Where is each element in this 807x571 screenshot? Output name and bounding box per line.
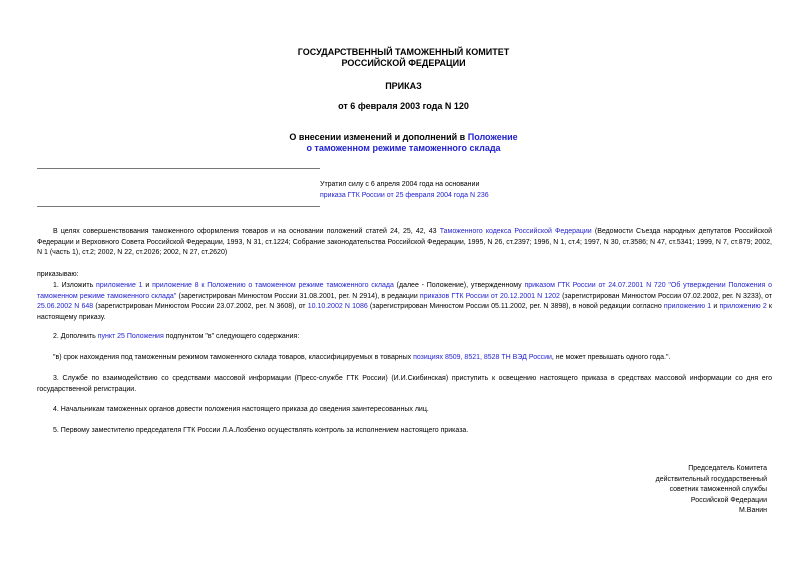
issuer-line-2: РОССИЙСКОЙ ФЕДЕРАЦИИ xyxy=(341,58,466,68)
text: 1. Изложить xyxy=(53,282,97,289)
document-date: от 6 февраля 2003 года N 120 xyxy=(338,101,469,111)
customs-code-link[interactable]: Таможенного кодекса Российской Федерации xyxy=(439,228,592,235)
attachment-1-link[interactable]: приложению 1 xyxy=(663,303,712,310)
order-word: приказываю: xyxy=(37,271,79,278)
repeal-note-text: Утратил силу с 6 апреля 2004 года на основании xyxy=(320,181,480,188)
item-4-paragraph: 4. Начальникам таможенных органов довести положения настоящего приказа до сведения заинтересованных лиц. xyxy=(53,406,429,413)
order-648-link[interactable]: 25.06.2002 N 648 xyxy=(37,303,94,310)
text: (зарегистрирован Минюстом России 31.08.2001, рег. N 2914), в редакции xyxy=(176,292,420,300)
tn-ved-positions-link[interactable]: позициях 8509, 8521, 8528 ТН ВЭД России xyxy=(413,354,552,361)
document-title-line-1 xyxy=(0,132,807,143)
text: и xyxy=(711,303,720,310)
text: "в) срок нахождения под таможенным режимом таможенного склада товаров, классифицируемых в товарных xyxy=(53,354,414,361)
polozhenie-title-link[interactable]: о таможенном режиме таможенного склада xyxy=(306,143,501,153)
text: (зарегистрирован Минюстом России 23.07.2002, рег. N 3608), от xyxy=(93,303,308,310)
text: подпунктом "в" следующего содержания: xyxy=(163,333,300,340)
text: (далее - Положение), утвержденному xyxy=(393,282,525,289)
order-1202-link[interactable]: приказов ГТК России от 20.12.2001 N 1202 xyxy=(419,292,560,300)
issuer-line-1: ГОСУДАРСТВЕННЫЙ ТАМОЖЕННЫЙ КОМИТЕТ xyxy=(297,47,510,57)
order-1086-link[interactable]: 10.10.2002 N 1086 xyxy=(307,303,368,310)
text: к настоящему приказу. xyxy=(37,303,772,321)
attachment-2-link[interactable]: приложению 2 xyxy=(719,303,767,310)
title-prefix: О внесении изменений и дополнений в xyxy=(289,132,468,142)
signature-line-2: действительный государственный xyxy=(655,475,767,483)
order-720-link[interactable]: приказом ГТК России от 24.07.2001 N 720 "Об утверждении Положения о таможенном режиме таможенного склада" xyxy=(37,282,773,300)
text: и xyxy=(142,282,153,289)
item-2-paragraph xyxy=(37,332,772,343)
item-1-paragraph xyxy=(37,281,772,323)
repeal-note xyxy=(320,180,620,201)
preamble-paragraph xyxy=(37,227,772,259)
appendix-1-link[interactable]: приложение 1 xyxy=(96,282,143,289)
appendix-8-link[interactable]: приложение 8 к Положению о таможенном режиме таможенного склада xyxy=(152,282,394,289)
divider-bottom xyxy=(37,206,320,207)
item-5-paragraph: 5. Первому заместителю председателя ГТК России Л.А.Лозбенко осуществлять контроль за исполнением настоящего приказа. xyxy=(53,427,469,434)
signature-line-4: Российской Федерации xyxy=(690,496,767,504)
text: В целях совершенствования таможенного оформления товаров и на основании положений статей 24, 25, 42, 43 xyxy=(53,228,440,235)
text: (Ведомости Съезда народных депутатов Российской Федерации и Верховного Совета Российской Федерации, 1993, N 31, ст.1224; Собрание законодательства Российской Федерации, 1995, N 26, ст.2397; 1996, N 1, ст.4; 1997, N 30, ст.3586; N 47, ст.5341; 1999, N 7, ст.879; 2002, N 1 (часть 1), ст.2; 2002, N 22, ст.2026; 2002, N 27, ст.2620) xyxy=(37,228,772,256)
point-25-link[interactable]: пункт 25 Положения xyxy=(97,333,164,340)
repeal-order-link[interactable]: приказа ГТК России от 25 февраля 2004 года N 236 xyxy=(320,191,489,199)
document-title-line-2 xyxy=(0,143,807,154)
item-3-paragraph: 3. Службе по взаимодействию со средствами массовой информации (Пресс-службе ГТК России) (И.И.Скибинская) приступить к освещению настоящего приказа в средствах массовой информации со дня его государственной регистрации. xyxy=(37,375,772,393)
text: 2. Дополнить xyxy=(53,333,98,340)
document-type: ПРИКАЗ xyxy=(385,81,422,91)
text: , не может превышать одного года.". xyxy=(551,354,671,361)
divider-top xyxy=(37,168,320,169)
signature-line-1: Председатель Комитета xyxy=(688,465,767,472)
signature-block xyxy=(547,464,767,517)
text: (зарегистрирован Минюстом России 05.11.2002, рег. N 3898), в новой редакции согласно xyxy=(367,303,664,310)
signature-line-3: советник таможенной службы xyxy=(669,486,767,493)
signatory-name: М.Ванин xyxy=(739,507,767,514)
text: (зарегистрирован Минюстом России 07.02.2002, рег. N 3233), от xyxy=(559,292,772,300)
item-2-quote xyxy=(37,353,772,364)
polozhenie-link[interactable]: Положение xyxy=(467,132,518,142)
